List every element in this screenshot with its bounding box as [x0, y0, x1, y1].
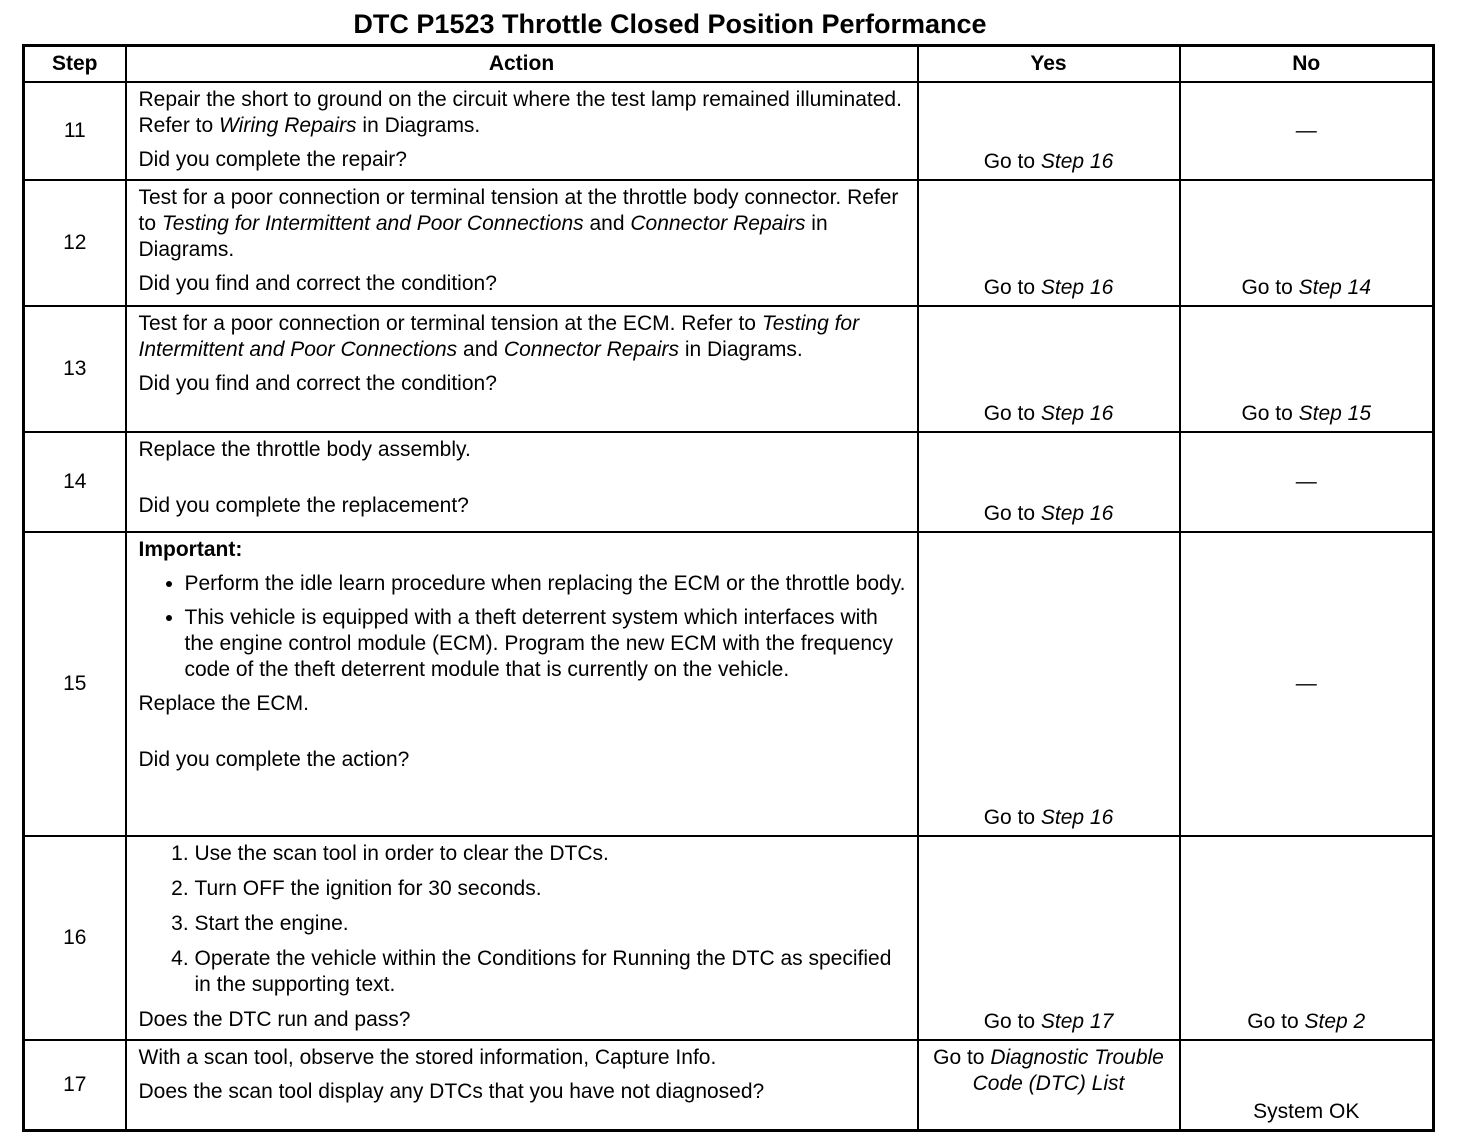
- header-step: Step: [24, 46, 126, 83]
- no-cell: —: [1180, 432, 1434, 532]
- no-cell: [1180, 180, 1434, 306]
- step-number: 11: [24, 82, 126, 180]
- action-cell: [126, 532, 918, 836]
- action-cell: [126, 180, 918, 306]
- goto-text: Go to: [933, 1046, 991, 1069]
- table-row: [24, 532, 1434, 836]
- important-list: [139, 571, 907, 683]
- action-text-part: in Diagrams.: [679, 338, 803, 361]
- step-reference: Step 2: [1304, 1010, 1366, 1033]
- table-row: [24, 180, 1434, 306]
- no-cell: [1180, 306, 1434, 432]
- step-reference: Step 16: [1040, 806, 1114, 829]
- list-item: • This vehicle is equipped with a theft deterrent system which interfaces with the engine control module (ECM). Program the new ECM with the frequency code of the theft deterrent module that is currently on the vehicle.: [185, 605, 907, 683]
- yes-cell: [918, 306, 1180, 432]
- header-yes: Yes: [918, 46, 1180, 83]
- reference-link: Connector Repairs: [503, 338, 679, 361]
- no-cell: —: [1180, 532, 1434, 836]
- yes-cell: [918, 82, 1180, 180]
- step-number: 13: [24, 306, 126, 432]
- header-action: Action: [126, 46, 918, 83]
- step-number: 15: [24, 532, 126, 836]
- no-cell: [1180, 836, 1434, 1040]
- procedure-list: [139, 841, 907, 998]
- yes-cell: [918, 180, 1180, 306]
- goto-text: Go to: [983, 502, 1041, 525]
- page-title: DTC P1523 Throttle Closed Position Performance: [353, 9, 987, 39]
- step-number: 16: [24, 836, 126, 1040]
- question-text: Did you find and correct the condition?: [138, 372, 497, 395]
- action-text-part: in Diagrams.: [138, 212, 828, 261]
- goto-text: Go to: [983, 402, 1041, 425]
- yes-cell: [918, 1040, 1180, 1130]
- dtc-table: [22, 44, 1435, 1132]
- yes-cell: [918, 836, 1180, 1040]
- important-label: Important:: [138, 538, 243, 561]
- action-text-part: Test for a poor connection or terminal tension at the throttle body connector. Refer to: [138, 186, 899, 235]
- step-reference: Diagnostic Trouble Code (DTC) List: [972, 1046, 1164, 1095]
- action-cell: [126, 432, 918, 532]
- action-text-part: and: [583, 212, 631, 235]
- goto-text: Go to: [983, 1010, 1041, 1033]
- reference-link: Testing for Intermittent and Poor Connections: [138, 312, 860, 361]
- goto-text: Go to: [1241, 402, 1299, 425]
- action-text-part: Test for a poor connection or terminal tension at the ECM. Refer to: [138, 312, 762, 335]
- reference-link: Connector Repairs: [630, 212, 806, 235]
- table-row: [24, 306, 1434, 432]
- step-reference: Step 15: [1298, 402, 1372, 425]
- action-text: Replace the ECM.: [138, 692, 309, 715]
- goto-text: Go to: [1247, 1010, 1305, 1033]
- table-row: [24, 432, 1434, 532]
- action-cell: [126, 306, 918, 432]
- reference-link: Testing for Intermittent and Poor Connections: [161, 212, 584, 235]
- question-text: Did you complete the replacement?: [138, 494, 469, 517]
- action-cell: [126, 82, 918, 180]
- table-row: [24, 836, 1434, 1040]
- action-text: [139, 311, 907, 363]
- header-row: [24, 46, 1434, 83]
- question-text: Did you complete the repair?: [138, 148, 407, 171]
- question-text: Does the scan tool display any DTCs that you have not diagnosed?: [138, 1080, 765, 1103]
- question-text: Did you complete the action?: [138, 748, 410, 771]
- action-text: [139, 87, 907, 139]
- question-text: Does the DTC run and pass?: [138, 1008, 411, 1031]
- header-no: No: [1180, 46, 1434, 83]
- question-text: Did you find and correct the condition?: [138, 272, 497, 295]
- goto-text: Go to: [983, 150, 1041, 173]
- no-cell: System OK: [1180, 1040, 1434, 1130]
- step-reference: Step 16: [1040, 150, 1114, 173]
- table-row: [24, 1040, 1434, 1130]
- reference-link: Wiring Repairs: [219, 114, 357, 137]
- step-reference: Step 16: [1040, 502, 1114, 525]
- step-reference: Step 16: [1040, 276, 1114, 299]
- list-item: 4. Operate the vehicle within the Conditions for Running the DTC as specified in the supporting text.: [195, 946, 907, 998]
- action-cell: [126, 836, 918, 1040]
- list-item: • Perform the idle learn procedure when replacing the ECM or the throttle body.: [185, 571, 907, 597]
- goto-text: Go to: [983, 276, 1041, 299]
- action-text-part: and: [457, 338, 504, 361]
- yes-cell: [918, 532, 1180, 836]
- step-reference: Step 17: [1040, 1010, 1114, 1033]
- step-reference: Step 14: [1298, 276, 1372, 299]
- action-text-part: Repair the short to ground on the circuit where the test lamp remained illuminated. Refer to: [138, 88, 902, 137]
- action-cell: [126, 1040, 918, 1130]
- yes-cell: [918, 432, 1180, 532]
- list-item: 1. Use the scan tool in order to clear the DTCs.: [195, 841, 907, 867]
- action-text: With a scan tool, observe the stored information, Capture Info.: [138, 1046, 717, 1069]
- step-number: 14: [24, 432, 126, 532]
- list-item: 2. Turn OFF the ignition for 30 seconds.: [195, 876, 907, 902]
- action-text-part: in Diagrams.: [356, 114, 481, 137]
- step-number: 12: [24, 180, 126, 306]
- goto-text: Go to: [983, 806, 1041, 829]
- step-number: 17: [24, 1040, 126, 1130]
- goto-text: Go to: [1241, 276, 1299, 299]
- step-reference: Step 16: [1040, 402, 1114, 425]
- action-text: [139, 185, 907, 263]
- table-row: [24, 82, 1434, 180]
- no-cell: —: [1180, 82, 1434, 180]
- action-text: Replace the throttle body assembly.: [138, 438, 471, 461]
- list-item: 3. Start the engine.: [195, 911, 907, 937]
